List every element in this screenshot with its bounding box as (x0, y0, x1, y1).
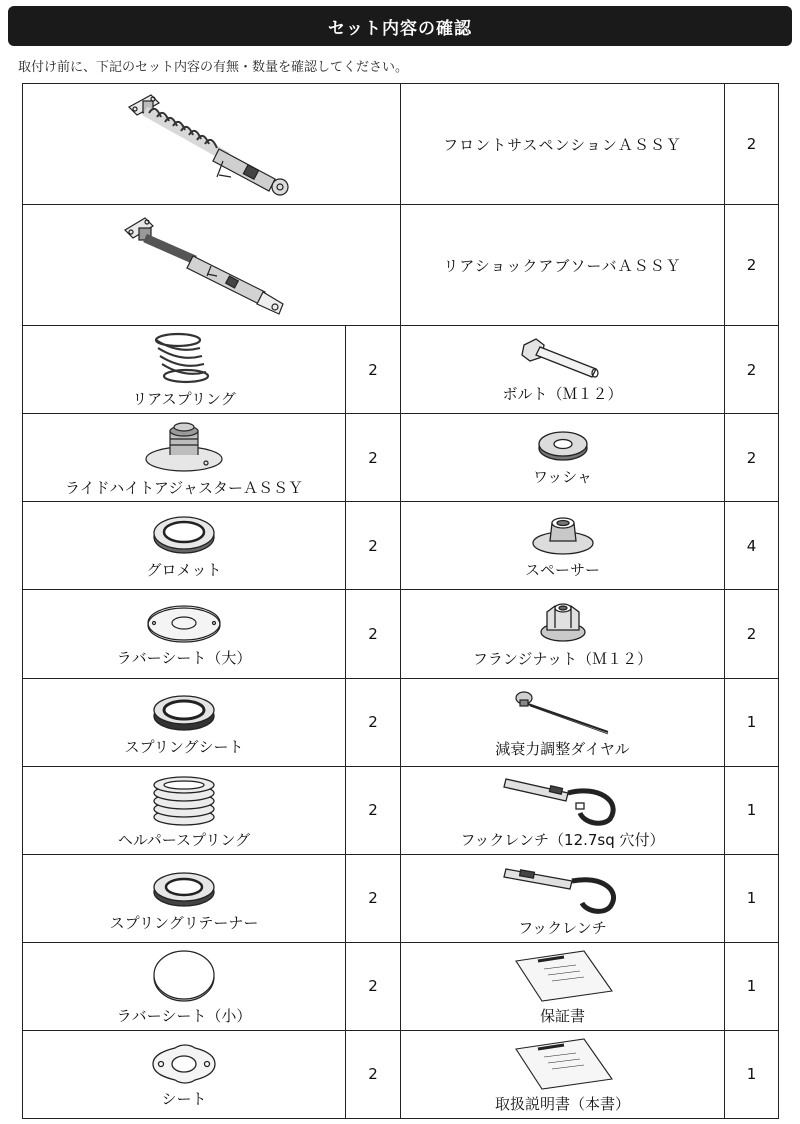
table-row (23, 205, 779, 326)
part-name: リアスプリング (132, 390, 236, 409)
part-qty-cell (725, 766, 779, 854)
part-name: スペーサー (524, 561, 600, 580)
part-name: ヘルパースプリング (117, 830, 251, 849)
table-row (23, 766, 779, 854)
table-row (23, 1030, 779, 1118)
part-qty-cell (725, 590, 779, 678)
instruction-manual-icon (508, 1035, 618, 1091)
part-qty-cell (346, 326, 401, 414)
part-cell (401, 854, 725, 942)
part-cell (23, 590, 346, 678)
part-name: シート (161, 1089, 207, 1108)
table-row (23, 414, 779, 502)
part-qty: 2 (368, 536, 378, 555)
spring-retainer-icon (149, 864, 219, 910)
part-qty: 1 (746, 1065, 757, 1084)
damping-dial-icon (508, 686, 618, 736)
part-qty-cell (725, 678, 779, 766)
bolt-icon (518, 335, 608, 381)
part-qty-cell (346, 590, 401, 678)
part-qty: 2 (746, 135, 757, 154)
part-image-cell (23, 84, 401, 205)
helper-spring-icon (149, 771, 219, 827)
part-qty-cell (346, 414, 401, 502)
front-suspension-assy-icon (115, 87, 305, 202)
part-name: 取扱説明書（本書） (494, 1094, 630, 1113)
part-name: ラバーシート（大） (116, 649, 252, 668)
rubber-seat-large-icon (144, 599, 224, 645)
part-qty-cell (725, 84, 779, 205)
part-name: フランジナット（Ｍ１２） (472, 650, 653, 669)
part-cell (23, 678, 346, 766)
part-qty: 2 (368, 713, 378, 732)
part-qty: 2 (368, 977, 378, 996)
table-row (23, 326, 779, 414)
part-qty-cell (346, 502, 401, 590)
part-cell (23, 854, 346, 942)
part-qty: 2 (368, 624, 378, 643)
parts-table (22, 83, 779, 1119)
table-row (23, 84, 779, 205)
part-cell (23, 1030, 346, 1118)
rear-spring-icon (144, 330, 224, 386)
part-name: フックレンチ (518, 918, 607, 937)
part-qty: 1 (746, 713, 757, 732)
part-cell (401, 414, 725, 502)
ride-height-adjuster-icon (142, 417, 226, 475)
part-qty: 2 (746, 256, 757, 275)
part-qty: 2 (368, 801, 378, 820)
table-row (23, 590, 779, 678)
part-name: ボルト（Ｍ１２） (502, 385, 623, 404)
part-qty-cell (346, 678, 401, 766)
part-cell (23, 502, 346, 590)
part-name: フロントサスペンションＡＳＳＹ (443, 135, 682, 154)
part-cell (401, 678, 725, 766)
part-qty-cell (725, 502, 779, 590)
part-qty-cell (346, 766, 401, 854)
washer-icon (533, 428, 593, 464)
part-qty-cell (725, 414, 779, 502)
part-cell (401, 942, 725, 1030)
part-name-cell (401, 84, 725, 205)
part-qty-cell (346, 854, 401, 942)
part-name: ライドハイトアジャスターＡＳＳＹ (65, 479, 303, 498)
warranty-card-icon (508, 947, 618, 1003)
spring-seat-icon (149, 688, 219, 734)
part-name: グロメット (146, 561, 222, 580)
part-qty: 2 (746, 448, 757, 467)
part-qty-cell (725, 854, 779, 942)
hook-wrench-icon (498, 859, 628, 915)
seat-plate-icon (149, 1040, 219, 1086)
part-qty: 1 (746, 889, 757, 908)
part-name: ワッシャ (533, 468, 592, 487)
part-cell (401, 502, 725, 590)
part-qty-cell (725, 942, 779, 1030)
section-header (8, 6, 792, 46)
table-row (23, 678, 779, 766)
part-qty: 1 (746, 801, 757, 820)
part-cell (23, 766, 346, 854)
part-cell (23, 942, 346, 1030)
grommet-icon (149, 511, 219, 557)
part-name: ラバーシート（小） (116, 1006, 252, 1025)
part-cell (401, 766, 725, 854)
section-title: セット内容の確認 (328, 18, 472, 39)
part-image-cell (23, 205, 401, 326)
part-qty: 4 (746, 536, 757, 555)
part-qty: 2 (746, 624, 757, 643)
part-qty: 2 (368, 448, 378, 467)
part-qty: 2 (368, 1065, 378, 1084)
part-qty-cell (346, 1030, 401, 1118)
rear-shock-absorber-assy-icon (115, 208, 305, 323)
part-qty: 2 (368, 360, 378, 379)
table-row (23, 854, 779, 942)
part-name-cell (401, 205, 725, 326)
part-name: 保証書 (539, 1006, 585, 1025)
part-qty-cell (346, 942, 401, 1030)
part-qty: 2 (368, 889, 378, 908)
part-cell (401, 1030, 725, 1118)
part-name: フックレンチ（12.7sq 穴付） (460, 830, 665, 849)
part-cell (23, 414, 346, 502)
part-qty: 1 (746, 977, 757, 996)
rubber-seat-small-icon (149, 947, 219, 1003)
part-name: スプリングリテーナー (109, 913, 259, 932)
part-qty-cell (725, 1030, 779, 1118)
part-qty: 2 (746, 360, 757, 379)
part-qty-cell (725, 326, 779, 414)
part-qty-cell (725, 205, 779, 326)
table-row (23, 502, 779, 590)
spacer-icon (528, 511, 598, 557)
part-name: リアショックアブソーバＡＳＳＹ (443, 256, 682, 275)
part-name: 減衰力調整ダイヤル (495, 739, 630, 758)
hook-wrench-with-hole-icon (498, 771, 628, 827)
part-cell (401, 590, 725, 678)
intro-text: 取付け前に、下記のセット内容の有無・数量を確認してください。 (18, 60, 409, 75)
flange-nut-icon (533, 598, 593, 646)
table-row (23, 942, 779, 1030)
part-cell (23, 326, 346, 414)
part-cell (401, 326, 725, 414)
part-name: スプリングシート (124, 737, 244, 756)
